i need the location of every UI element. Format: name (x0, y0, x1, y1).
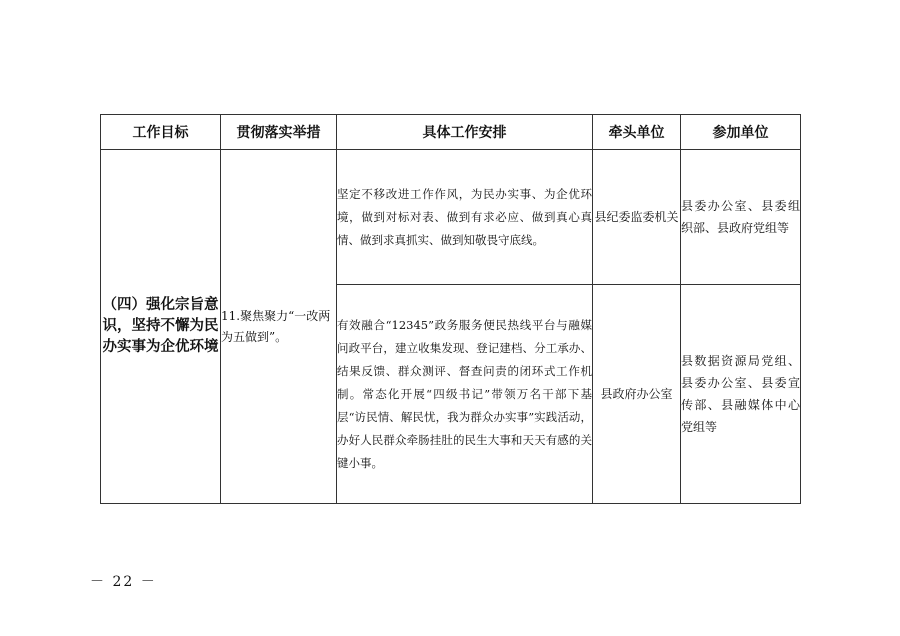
page-number: － 22 － (90, 574, 157, 590)
participating-units-cell: 县数据资源局党组、县委办公室、县委宣传部、县融媒体中心党组等 (681, 285, 801, 504)
participating-units-cell: 县委办公室、县委组织部、县政府党组等 (681, 150, 801, 285)
header-participating-units: 参加单位 (681, 115, 801, 150)
arrangement-cell: 坚定不移改进工作作风，为民办实事、为企优环境，做到对标对表、做到有求必应、做到真心真情、做到求真抓实、做到知敬畏守底线。 (337, 150, 593, 285)
header-arrangement: 具体工作安排 (337, 115, 593, 150)
lead-unit-cell: 县纪委监委机关 (593, 150, 681, 285)
measure-cell: 11.聚焦聚力“一改两为五做到”。 (221, 150, 337, 504)
work-goal-cell: （四）强化宗旨意识，坚持不懈为民办实事为企优环境 (101, 150, 221, 504)
work-plan-table (100, 114, 801, 504)
header-measures: 贯彻落实举措 (221, 115, 337, 150)
table-row (101, 150, 801, 285)
arrangement-cell: 有效融合“12345”政务服务便民热线平台与融媒问政平台，建立收集发现、登记建档、分工承办、结果反馈、群众测评、督查问责的闭环式工作机制。常态化开展“四级书记”带领万名干部下基层“访民情、解民忧，我为群众办实事”实践活动，办好人民群众牵肠挂肚的民生大事和天天有感的关键小事。 (337, 285, 593, 504)
header-lead-unit: 牵头单位 (593, 115, 681, 150)
header-work-goal: 工作目标 (101, 115, 221, 150)
table-header-row (101, 115, 801, 150)
lead-unit-cell: 县政府办公室 (593, 285, 681, 504)
